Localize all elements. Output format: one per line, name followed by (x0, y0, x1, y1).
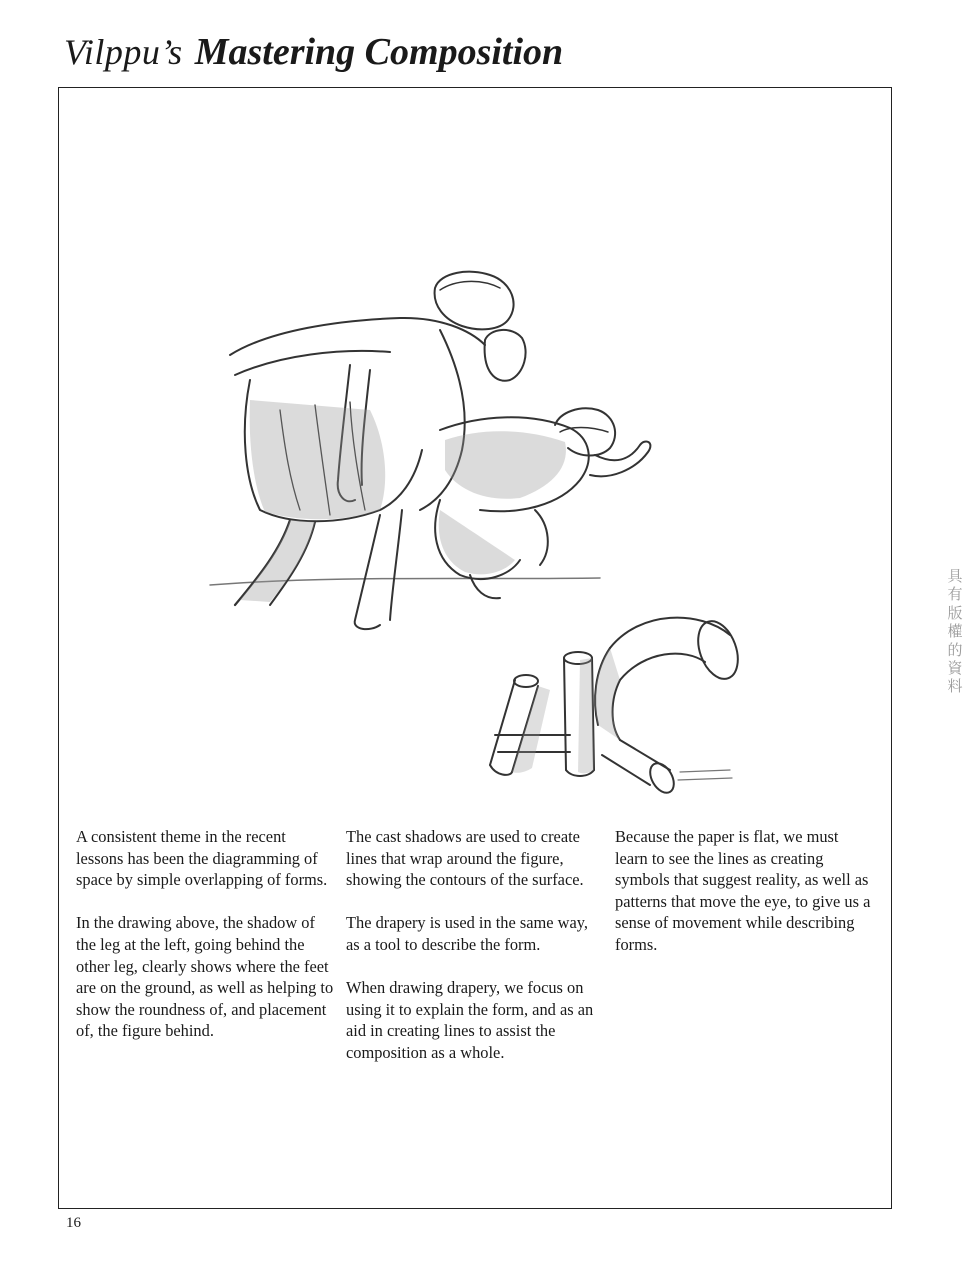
text-column-2 (346, 826, 604, 1085)
paragraph: The drapery is used in the same way, as a tool to describe the form. (346, 913, 588, 954)
figure-sketch-illustration (140, 180, 780, 800)
paragraph: A consistent theme in the recent lessons has been the diagramming of space by simple overlapping of forms. (76, 827, 328, 890)
side-watermark: 具有版權的資料 (947, 567, 963, 696)
header-title: Mastering Composition (194, 31, 564, 73)
paragraph: When drawing drapery, we focus on using it to explain the form, and as an aid in creating lines to assist the composition as a whole. (346, 978, 594, 1062)
text-column-1 (76, 826, 334, 1064)
page-header (64, 30, 563, 74)
text-column-3 (615, 826, 873, 977)
page-number: 16 (66, 1215, 81, 1231)
paragraph: The cast shadows are used to create lines that wrap around the figure, showing the contours of the surface. (346, 827, 584, 890)
header-author: Vilppu’s (64, 32, 183, 72)
paragraph: Because the paper is flat, we must learn to see the lines as creating symbols that suggest reality, as well as patterns that move the eye, to give us a sense of movement while describing forms. (615, 827, 871, 954)
paragraph: In the drawing above, the shadow of the leg at the left, going behind the other leg, clearly shows where the feet are on the ground, as well as helping to show the roundness of, and placement of, the figure behind. (76, 913, 334, 1041)
